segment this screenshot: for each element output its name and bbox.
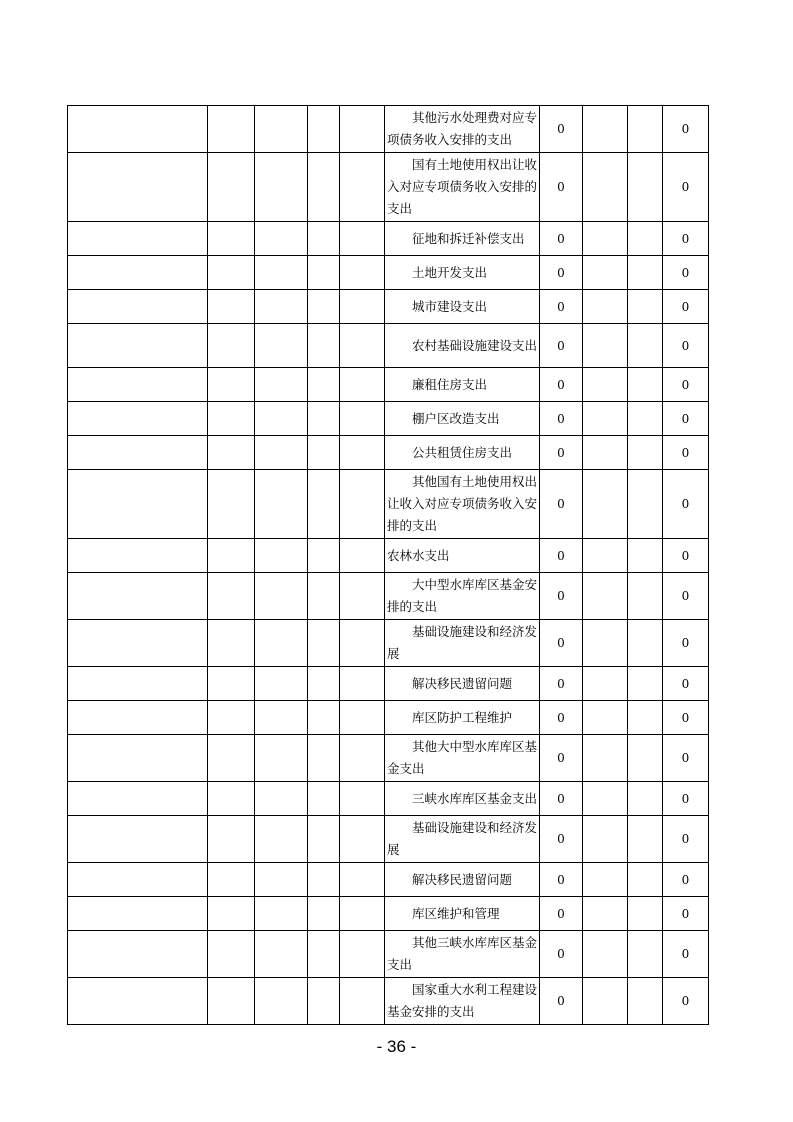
- empty-cell: [208, 539, 255, 573]
- amount-cell-b: 0: [663, 620, 709, 667]
- empty-cell: [308, 402, 340, 436]
- amount-cell-a: 0: [540, 620, 583, 667]
- empty-cell: [628, 978, 663, 1025]
- empty-cell: [208, 324, 255, 368]
- empty-cell: [628, 222, 663, 256]
- empty-cell: [340, 782, 385, 816]
- empty-cell: [628, 290, 663, 324]
- empty-cell: [340, 106, 385, 153]
- amount-cell-a: 0: [540, 368, 583, 402]
- empty-cell: [208, 470, 255, 539]
- item-name: 大中型水库库区基金安排的支出: [387, 577, 538, 614]
- empty-cell: [308, 106, 340, 153]
- page-number: - 36 -: [376, 1037, 417, 1056]
- empty-cell: [583, 735, 628, 782]
- item-name: 解决移民遗留问题: [412, 675, 513, 691]
- amount-cell-a: 0: [540, 573, 583, 620]
- item-cell: [385, 324, 540, 368]
- table-row: [68, 470, 709, 539]
- amount-cell-a: 0: [540, 667, 583, 701]
- empty-cell: [255, 256, 308, 290]
- empty-cell: [628, 620, 663, 667]
- empty-cell: [255, 470, 308, 539]
- empty-cell: [68, 667, 208, 701]
- item-name: 城市建设支出: [412, 298, 488, 314]
- empty-cell: [255, 436, 308, 470]
- empty-cell: [208, 222, 255, 256]
- empty-cell: [255, 735, 308, 782]
- item-cell: [385, 978, 540, 1025]
- amount-cell-b: 0: [663, 256, 709, 290]
- item-name: 农林水支出: [387, 547, 450, 563]
- empty-cell: [308, 782, 340, 816]
- item-name: 基础设施建设和经济发展: [387, 820, 538, 857]
- empty-cell: [208, 782, 255, 816]
- empty-cell: [340, 667, 385, 701]
- item-name: 廉租住房支出: [412, 376, 488, 392]
- empty-cell: [68, 153, 208, 222]
- empty-cell: [68, 735, 208, 782]
- amount-cell-a: 0: [540, 539, 583, 573]
- amount-cell-b: 0: [663, 470, 709, 539]
- item-name: 棚户区改造支出: [412, 410, 500, 426]
- item-cell: [385, 436, 540, 470]
- empty-cell: [68, 436, 208, 470]
- amount-cell-a: 0: [540, 222, 583, 256]
- amount-cell-b: 0: [663, 816, 709, 863]
- amount-cell-b: 0: [663, 539, 709, 573]
- amount-cell-b: 0: [663, 573, 709, 620]
- empty-cell: [255, 368, 308, 402]
- empty-cell: [628, 402, 663, 436]
- table-row: [68, 153, 709, 222]
- empty-cell: [308, 931, 340, 978]
- empty-cell: [308, 256, 340, 290]
- budget-table: [67, 105, 709, 1025]
- amount-cell-b: 0: [663, 782, 709, 816]
- item-name: 农村基础设施建设支出: [412, 337, 538, 353]
- empty-cell: [308, 470, 340, 539]
- empty-cell: [208, 816, 255, 863]
- amount-cell-a: 0: [540, 735, 583, 782]
- empty-cell: [628, 368, 663, 402]
- item-name: 国有土地使用权出让收入对应专项债务收入安排的支出: [387, 157, 538, 216]
- empty-cell: [208, 978, 255, 1025]
- empty-cell: [68, 782, 208, 816]
- amount-cell-a: 0: [540, 402, 583, 436]
- empty-cell: [208, 701, 255, 735]
- item-cell: [385, 701, 540, 735]
- empty-cell: [208, 897, 255, 931]
- empty-cell: [628, 256, 663, 290]
- empty-cell: [68, 222, 208, 256]
- empty-cell: [208, 436, 255, 470]
- item-cell: [385, 863, 540, 897]
- empty-cell: [583, 978, 628, 1025]
- empty-cell: [340, 816, 385, 863]
- table-row: [68, 324, 709, 368]
- empty-cell: [68, 402, 208, 436]
- table-row: [68, 978, 709, 1025]
- empty-cell: [68, 470, 208, 539]
- item-cell: [385, 222, 540, 256]
- empty-cell: [340, 153, 385, 222]
- table-row: [68, 863, 709, 897]
- empty-cell: [208, 256, 255, 290]
- empty-cell: [628, 436, 663, 470]
- empty-cell: [340, 701, 385, 735]
- empty-cell: [628, 735, 663, 782]
- empty-cell: [68, 106, 208, 153]
- item-cell: [385, 368, 540, 402]
- empty-cell: [255, 620, 308, 667]
- empty-cell: [255, 931, 308, 978]
- empty-cell: [628, 782, 663, 816]
- empty-cell: [583, 324, 628, 368]
- empty-cell: [583, 931, 628, 978]
- empty-cell: [340, 931, 385, 978]
- empty-cell: [628, 701, 663, 735]
- empty-cell: [340, 897, 385, 931]
- amount-cell-a: 0: [540, 897, 583, 931]
- amount-cell-a: 0: [540, 931, 583, 978]
- empty-cell: [255, 897, 308, 931]
- empty-cell: [583, 402, 628, 436]
- empty-cell: [628, 106, 663, 153]
- empty-cell: [340, 470, 385, 539]
- item-name: 其他大中型水库库区基金支出: [387, 739, 538, 776]
- empty-cell: [583, 620, 628, 667]
- amount-cell-a: 0: [540, 470, 583, 539]
- empty-cell: [68, 256, 208, 290]
- empty-cell: [628, 324, 663, 368]
- amount-cell-a: 0: [540, 324, 583, 368]
- item-name: 征地和拆迁补偿支出: [412, 230, 525, 246]
- table-row: [68, 897, 709, 931]
- empty-cell: [255, 539, 308, 573]
- empty-cell: [208, 402, 255, 436]
- amount-cell-a: 0: [540, 436, 583, 470]
- empty-cell: [68, 816, 208, 863]
- empty-cell: [255, 863, 308, 897]
- empty-cell: [308, 620, 340, 667]
- empty-cell: [68, 573, 208, 620]
- empty-cell: [255, 222, 308, 256]
- amount-cell-a: 0: [540, 701, 583, 735]
- amount-cell-b: 0: [663, 667, 709, 701]
- empty-cell: [68, 620, 208, 667]
- empty-cell: [628, 897, 663, 931]
- empty-cell: [308, 701, 340, 735]
- empty-cell: [340, 735, 385, 782]
- empty-cell: [583, 816, 628, 863]
- empty-cell: [583, 573, 628, 620]
- empty-cell: [308, 222, 340, 256]
- empty-cell: [308, 735, 340, 782]
- empty-cell: [208, 153, 255, 222]
- empty-cell: [68, 931, 208, 978]
- item-name: 库区维护和管理: [412, 905, 500, 921]
- amount-cell-b: 0: [663, 153, 709, 222]
- empty-cell: [208, 106, 255, 153]
- table-body: [68, 106, 709, 1025]
- empty-cell: [628, 153, 663, 222]
- empty-cell: [208, 573, 255, 620]
- empty-cell: [255, 573, 308, 620]
- empty-cell: [628, 667, 663, 701]
- item-name: 库区防护工程维护: [412, 709, 513, 725]
- empty-cell: [583, 863, 628, 897]
- item-cell: [385, 782, 540, 816]
- empty-cell: [208, 368, 255, 402]
- empty-cell: [255, 290, 308, 324]
- empty-cell: [628, 863, 663, 897]
- empty-cell: [583, 897, 628, 931]
- item-cell: [385, 256, 540, 290]
- amount-cell-b: 0: [663, 290, 709, 324]
- table-row: [68, 701, 709, 735]
- empty-cell: [583, 701, 628, 735]
- item-name: 解决移民遗留问题: [412, 871, 513, 887]
- amount-cell-b: 0: [663, 436, 709, 470]
- amount-cell-b: 0: [663, 897, 709, 931]
- item-cell: [385, 290, 540, 324]
- item-cell: [385, 897, 540, 931]
- amount-cell-b: 0: [663, 735, 709, 782]
- empty-cell: [583, 153, 628, 222]
- item-name: 国家重大水利工程建设基金安排的支出: [387, 982, 538, 1019]
- item-cell: [385, 539, 540, 573]
- empty-cell: [628, 470, 663, 539]
- empty-cell: [208, 931, 255, 978]
- item-cell: [385, 931, 540, 978]
- empty-cell: [583, 290, 628, 324]
- table-row: [68, 256, 709, 290]
- empty-cell: [340, 620, 385, 667]
- empty-cell: [68, 863, 208, 897]
- item-name: 其他国有土地使用权出让收入对应专项债务收入安排的支出: [387, 474, 538, 533]
- empty-cell: [255, 153, 308, 222]
- empty-cell: [340, 290, 385, 324]
- amount-cell-a: 0: [540, 978, 583, 1025]
- amount-cell-b: 0: [663, 978, 709, 1025]
- item-name: 其他三峡水库库区基金支出: [387, 935, 538, 972]
- item-cell: [385, 402, 540, 436]
- empty-cell: [255, 667, 308, 701]
- amount-cell-b: 0: [663, 368, 709, 402]
- amount-cell-a: 0: [540, 153, 583, 222]
- empty-cell: [68, 701, 208, 735]
- empty-cell: [340, 978, 385, 1025]
- empty-cell: [208, 667, 255, 701]
- empty-cell: [308, 539, 340, 573]
- empty-cell: [208, 620, 255, 667]
- table-row: [68, 667, 709, 701]
- empty-cell: [628, 931, 663, 978]
- table-row: [68, 620, 709, 667]
- empty-cell: [628, 539, 663, 573]
- empty-cell: [308, 153, 340, 222]
- item-name: 其他污水处理费对应专项债务收入安排的支出: [387, 110, 538, 147]
- item-cell: [385, 816, 540, 863]
- empty-cell: [340, 222, 385, 256]
- empty-cell: [68, 978, 208, 1025]
- amount-cell-b: 0: [663, 863, 709, 897]
- table-row: [68, 782, 709, 816]
- empty-cell: [583, 222, 628, 256]
- empty-cell: [308, 978, 340, 1025]
- empty-cell: [308, 573, 340, 620]
- empty-cell: [340, 436, 385, 470]
- table-row: [68, 539, 709, 573]
- empty-cell: [308, 290, 340, 324]
- amount-cell-b: 0: [663, 701, 709, 735]
- item-cell: [385, 667, 540, 701]
- empty-cell: [340, 573, 385, 620]
- table-row: [68, 735, 709, 782]
- empty-cell: [68, 290, 208, 324]
- empty-cell: [583, 470, 628, 539]
- empty-cell: [340, 368, 385, 402]
- empty-cell: [308, 816, 340, 863]
- empty-cell: [583, 106, 628, 153]
- empty-cell: [255, 816, 308, 863]
- item-cell: [385, 470, 540, 539]
- empty-cell: [340, 863, 385, 897]
- table-row: [68, 106, 709, 153]
- item-name: 公共租赁住房支出: [412, 444, 513, 460]
- empty-cell: [255, 978, 308, 1025]
- empty-cell: [583, 539, 628, 573]
- empty-cell: [308, 436, 340, 470]
- empty-cell: [308, 324, 340, 368]
- empty-cell: [255, 324, 308, 368]
- item-cell: [385, 620, 540, 667]
- empty-cell: [340, 256, 385, 290]
- empty-cell: [308, 368, 340, 402]
- amount-cell-a: 0: [540, 782, 583, 816]
- empty-cell: [308, 897, 340, 931]
- empty-cell: [255, 701, 308, 735]
- empty-cell: [255, 402, 308, 436]
- amount-cell-a: 0: [540, 256, 583, 290]
- amount-cell-b: 0: [663, 222, 709, 256]
- table-row: [68, 931, 709, 978]
- amount-cell-b: 0: [663, 324, 709, 368]
- empty-cell: [583, 256, 628, 290]
- amount-cell-a: 0: [540, 863, 583, 897]
- empty-cell: [208, 735, 255, 782]
- item-cell: [385, 106, 540, 153]
- amount-cell-b: 0: [663, 931, 709, 978]
- empty-cell: [68, 897, 208, 931]
- table-row: [68, 573, 709, 620]
- table-row: [68, 816, 709, 863]
- empty-cell: [583, 368, 628, 402]
- table-row: [68, 436, 709, 470]
- table-row: [68, 290, 709, 324]
- item-cell: [385, 735, 540, 782]
- table-row: [68, 222, 709, 256]
- empty-cell: [628, 573, 663, 620]
- empty-cell: [583, 436, 628, 470]
- empty-cell: [68, 324, 208, 368]
- item-name: 土地开发支出: [412, 264, 488, 280]
- item-name: 三峡水库库区基金支出: [412, 790, 538, 806]
- amount-cell-a: 0: [540, 290, 583, 324]
- table-row: [68, 402, 709, 436]
- empty-cell: [208, 290, 255, 324]
- empty-cell: [68, 539, 208, 573]
- empty-cell: [68, 368, 208, 402]
- empty-cell: [628, 816, 663, 863]
- amount-cell-a: 0: [540, 106, 583, 153]
- item-name: 基础设施建设和经济发展: [387, 624, 538, 661]
- empty-cell: [583, 782, 628, 816]
- empty-cell: [340, 402, 385, 436]
- empty-cell: [340, 539, 385, 573]
- empty-cell: [255, 106, 308, 153]
- item-cell: [385, 153, 540, 222]
- item-cell: [385, 573, 540, 620]
- empty-cell: [340, 324, 385, 368]
- empty-cell: [208, 863, 255, 897]
- empty-cell: [583, 667, 628, 701]
- empty-cell: [255, 782, 308, 816]
- empty-cell: [308, 863, 340, 897]
- amount-cell-b: 0: [663, 402, 709, 436]
- table-row: [68, 368, 709, 402]
- amount-cell-a: 0: [540, 816, 583, 863]
- empty-cell: [308, 667, 340, 701]
- amount-cell-b: 0: [663, 106, 709, 153]
